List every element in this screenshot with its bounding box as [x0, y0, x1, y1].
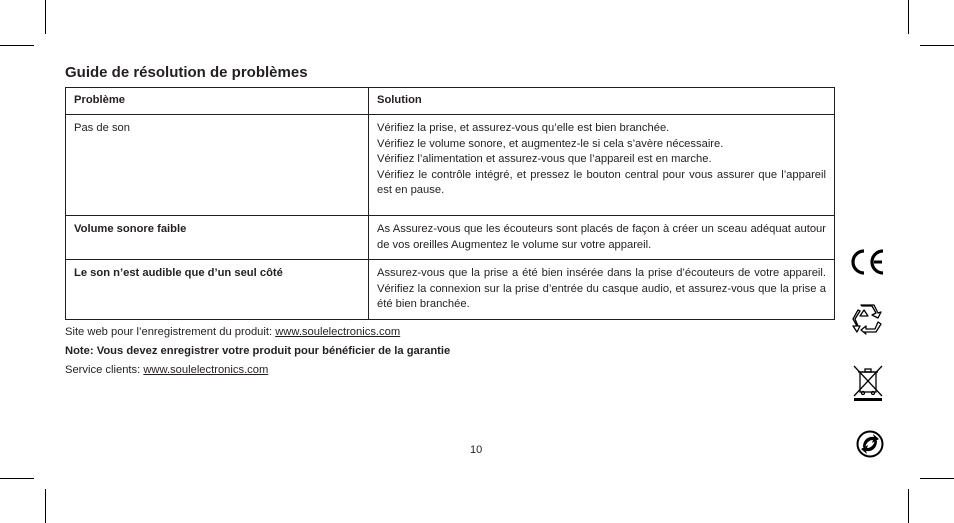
column-header-problem: Problème [66, 88, 369, 115]
table-row [66, 115, 835, 216]
solution-line: As Assurez-vous que les écouteurs sont placés de façon à créer un sceau adéquat autour de vos oreilles Augmentez le volume sur votre appareil. [377, 223, 826, 251]
ce-mark-icon [849, 247, 887, 277]
page-number: 10 [470, 444, 483, 456]
troubleshooting-table [65, 87, 835, 320]
service-label: Service clients: [65, 364, 144, 376]
recycle-icon [848, 302, 886, 336]
table-row [66, 216, 835, 260]
problem-cell: Le son n’est audible que d’un seul côté [66, 260, 369, 320]
warranty-note: Note: Vous devez enregistrer votre produit pour bénéficier de la garantie [65, 345, 451, 357]
green-dot-icon [856, 430, 884, 458]
crop-mark [0, 45, 34, 46]
solution-line: Vérifiez le volume sonore, et augmentez-le si cela s’avère nécessaire. [377, 137, 724, 150]
service-link[interactable]: www.soulelectronics.com [143, 364, 269, 376]
problem-cell: Volume sonore faible [66, 216, 369, 260]
service-line [65, 361, 450, 380]
solution-line: Vérifiez la prise, et assurez-vous qu’elle est bien branchée. [377, 122, 670, 134]
solution-line: Vérifiez l’alimentation et assurez-vous que l’appareil est en marche. [377, 153, 712, 165]
table-header-row [66, 88, 835, 115]
crop-mark [908, 0, 909, 34]
page-title: Guide de résolution de problèmes [65, 64, 308, 81]
crop-mark [45, 489, 46, 523]
crossed-bin-icon [851, 364, 885, 402]
crop-mark [920, 478, 954, 479]
crop-mark [908, 489, 909, 523]
problem-cell: Pas de son [66, 115, 369, 216]
table-row [66, 260, 835, 320]
crop-mark [920, 45, 954, 46]
crop-mark [0, 478, 34, 479]
solution-line: Assurez-vous que la prise a été bien insérée dans la prise d’écouteurs de votre appareil. Vérifiez la connexion sur la prise d’entrée du casque audio, et assurez-vous que la prise a été bien branchée. [377, 267, 826, 310]
registration-label: Site web pour l’enregistrement du produit: [65, 326, 276, 338]
solution-cell [369, 260, 835, 320]
solution-line: Vérifiez le contrôle intégré, et pressez le bouton central pour vous assurer que l’appareil est en pause. [377, 168, 826, 196]
registration-line [65, 323, 450, 342]
crop-mark [45, 0, 46, 34]
solution-cell [369, 216, 835, 260]
registration-link[interactable]: www.soulelectronics.com [275, 326, 401, 338]
footer-info [65, 323, 450, 380]
solution-cell [369, 115, 835, 216]
column-header-solution: Solution [369, 88, 835, 115]
